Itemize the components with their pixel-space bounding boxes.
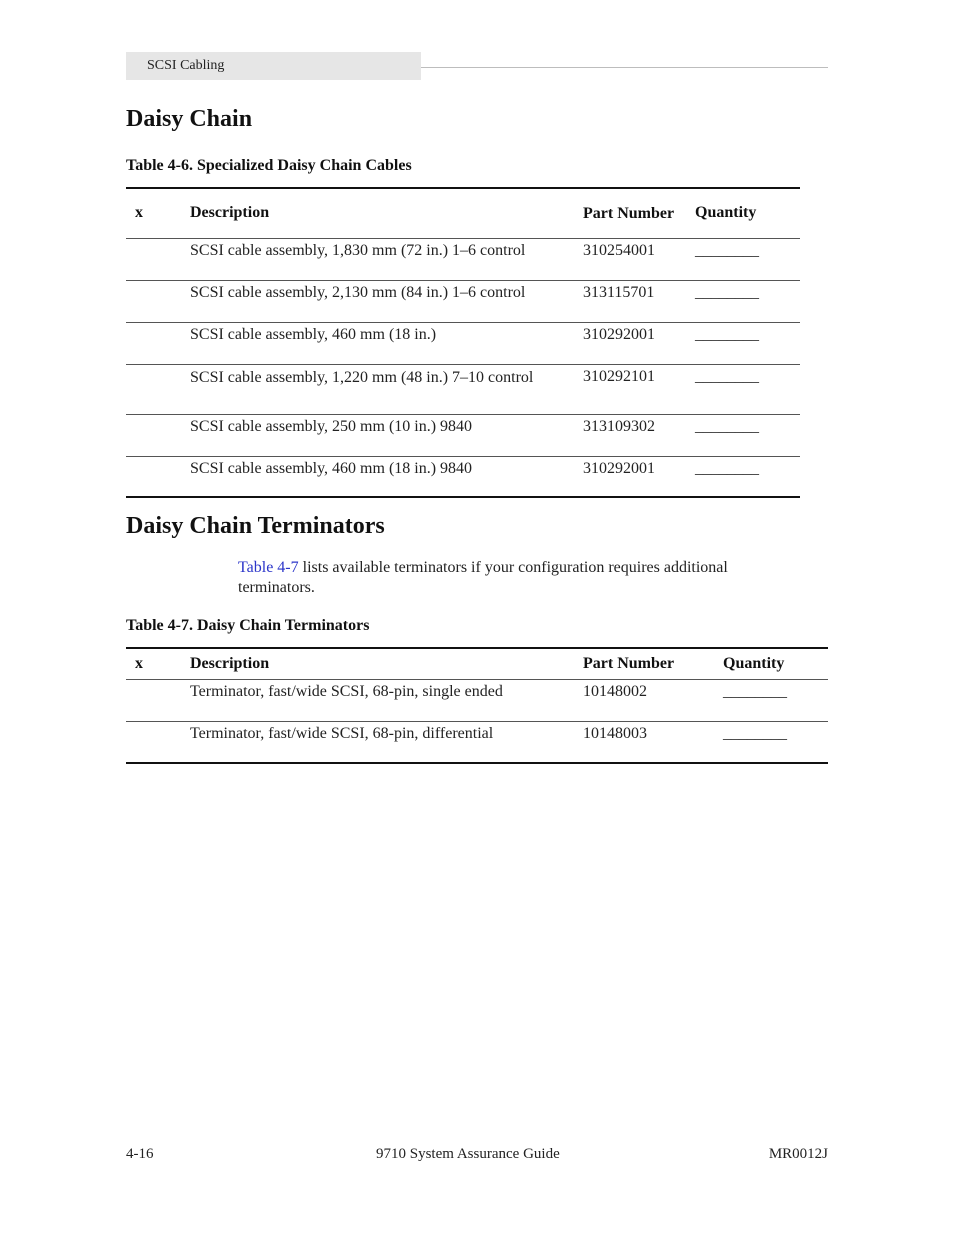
- cell-description: SCSI cable assembly, 460 mm (18 in.) 9840: [190, 459, 473, 477]
- cell-part-number: 313115701: [583, 283, 655, 301]
- col-header-quantity: Quantity: [723, 654, 785, 672]
- table-4-7-link[interactable]: Table 4-7: [238, 559, 299, 576]
- cell-quantity: ________: [723, 682, 787, 700]
- cell-quantity: ________: [723, 724, 787, 742]
- table-row: [126, 280, 800, 322]
- terminators-intro-paragraph: [238, 558, 803, 598]
- paragraph-text: lists available terminators if your configuration requires additional terminators.: [238, 559, 728, 596]
- section-heading-daisy-chain-terminators: Daisy Chain Terminators: [126, 513, 385, 539]
- cell-description: Terminator, fast/wide SCSI, 68-pin, differential: [190, 724, 494, 742]
- cell-description: SCSI cable assembly, 250 mm (10 in.) 9840: [190, 417, 473, 435]
- cell-x: [126, 238, 190, 280]
- running-header: [126, 52, 421, 80]
- cell-part-number: 310254001: [583, 241, 655, 259]
- table-header-row: [126, 648, 828, 679]
- cell-quantity: ________: [695, 325, 759, 343]
- cell-x: [126, 280, 190, 322]
- cell-description: SCSI cable assembly, 1,830 mm (72 in.) 1–6 control: [190, 241, 526, 259]
- cell-x: [126, 721, 190, 763]
- cell-part-number: 310292001: [583, 459, 655, 477]
- cell-quantity: ________: [695, 283, 759, 301]
- cell-quantity: ________: [695, 241, 759, 259]
- cell-x: [126, 456, 190, 497]
- table-header-row: [126, 188, 800, 238]
- cell-description: SCSI cable assembly, 2,130 mm (84 in.) 1–6 control: [190, 283, 526, 301]
- cell-x: [126, 414, 190, 456]
- col-header-description: Description: [190, 654, 270, 672]
- col-header-quantity: Quantity: [695, 204, 757, 222]
- table-row: [126, 238, 800, 280]
- cell-description: Terminator, fast/wide SCSI, 68-pin, single ended: [190, 682, 503, 700]
- cell-x: [126, 322, 190, 364]
- table-row: [126, 679, 828, 721]
- header-rule: [421, 67, 828, 68]
- cell-quantity: ________: [695, 459, 759, 477]
- cell-part-number: 310292001: [583, 325, 655, 343]
- cell-x: [126, 364, 190, 414]
- cell-description: SCSI cable assembly, 460 mm (18 in.): [190, 325, 437, 343]
- running-header-section: SCSI Cabling: [147, 58, 225, 73]
- col-header-x: x: [135, 654, 143, 672]
- cell-quantity: ________: [695, 417, 759, 435]
- col-header-part-number: Part Number: [583, 654, 675, 672]
- table-row: [126, 364, 800, 414]
- col-header-part-number: Part Number: [583, 204, 675, 222]
- table-row: [126, 414, 800, 456]
- cell-part-number: 10148002: [583, 682, 647, 700]
- cell-part-number: 10148003: [583, 724, 647, 742]
- cell-part-number: 310292101: [583, 367, 655, 385]
- table-row: [126, 322, 800, 364]
- table-row: [126, 721, 828, 763]
- col-header-x: x: [135, 204, 143, 222]
- footer-page-number: 4-16: [126, 1146, 154, 1162]
- footer-document-id: MR0012J: [768, 1146, 828, 1162]
- table-4-7-caption: Table 4-7. Daisy Chain Terminators: [126, 617, 370, 634]
- col-header-description: Description: [190, 204, 270, 222]
- cell-part-number: 313109302: [583, 417, 655, 435]
- table-4-6-caption: Table 4-6. Specialized Daisy Chain Cables: [126, 157, 412, 174]
- daisy-chain-terminators-table: [126, 647, 828, 764]
- section-heading-daisy-chain: Daisy Chain: [126, 106, 253, 132]
- cell-description: SCSI cable assembly, 1,220 mm (48 in.) 7–10 control: [190, 368, 534, 386]
- cell-x: [126, 679, 190, 721]
- cell-quantity: ________: [695, 367, 759, 385]
- footer-document-title: 9710 System Assurance Guide: [376, 1146, 560, 1162]
- daisy-chain-cables-table: [126, 187, 800, 498]
- table-row: [126, 456, 800, 497]
